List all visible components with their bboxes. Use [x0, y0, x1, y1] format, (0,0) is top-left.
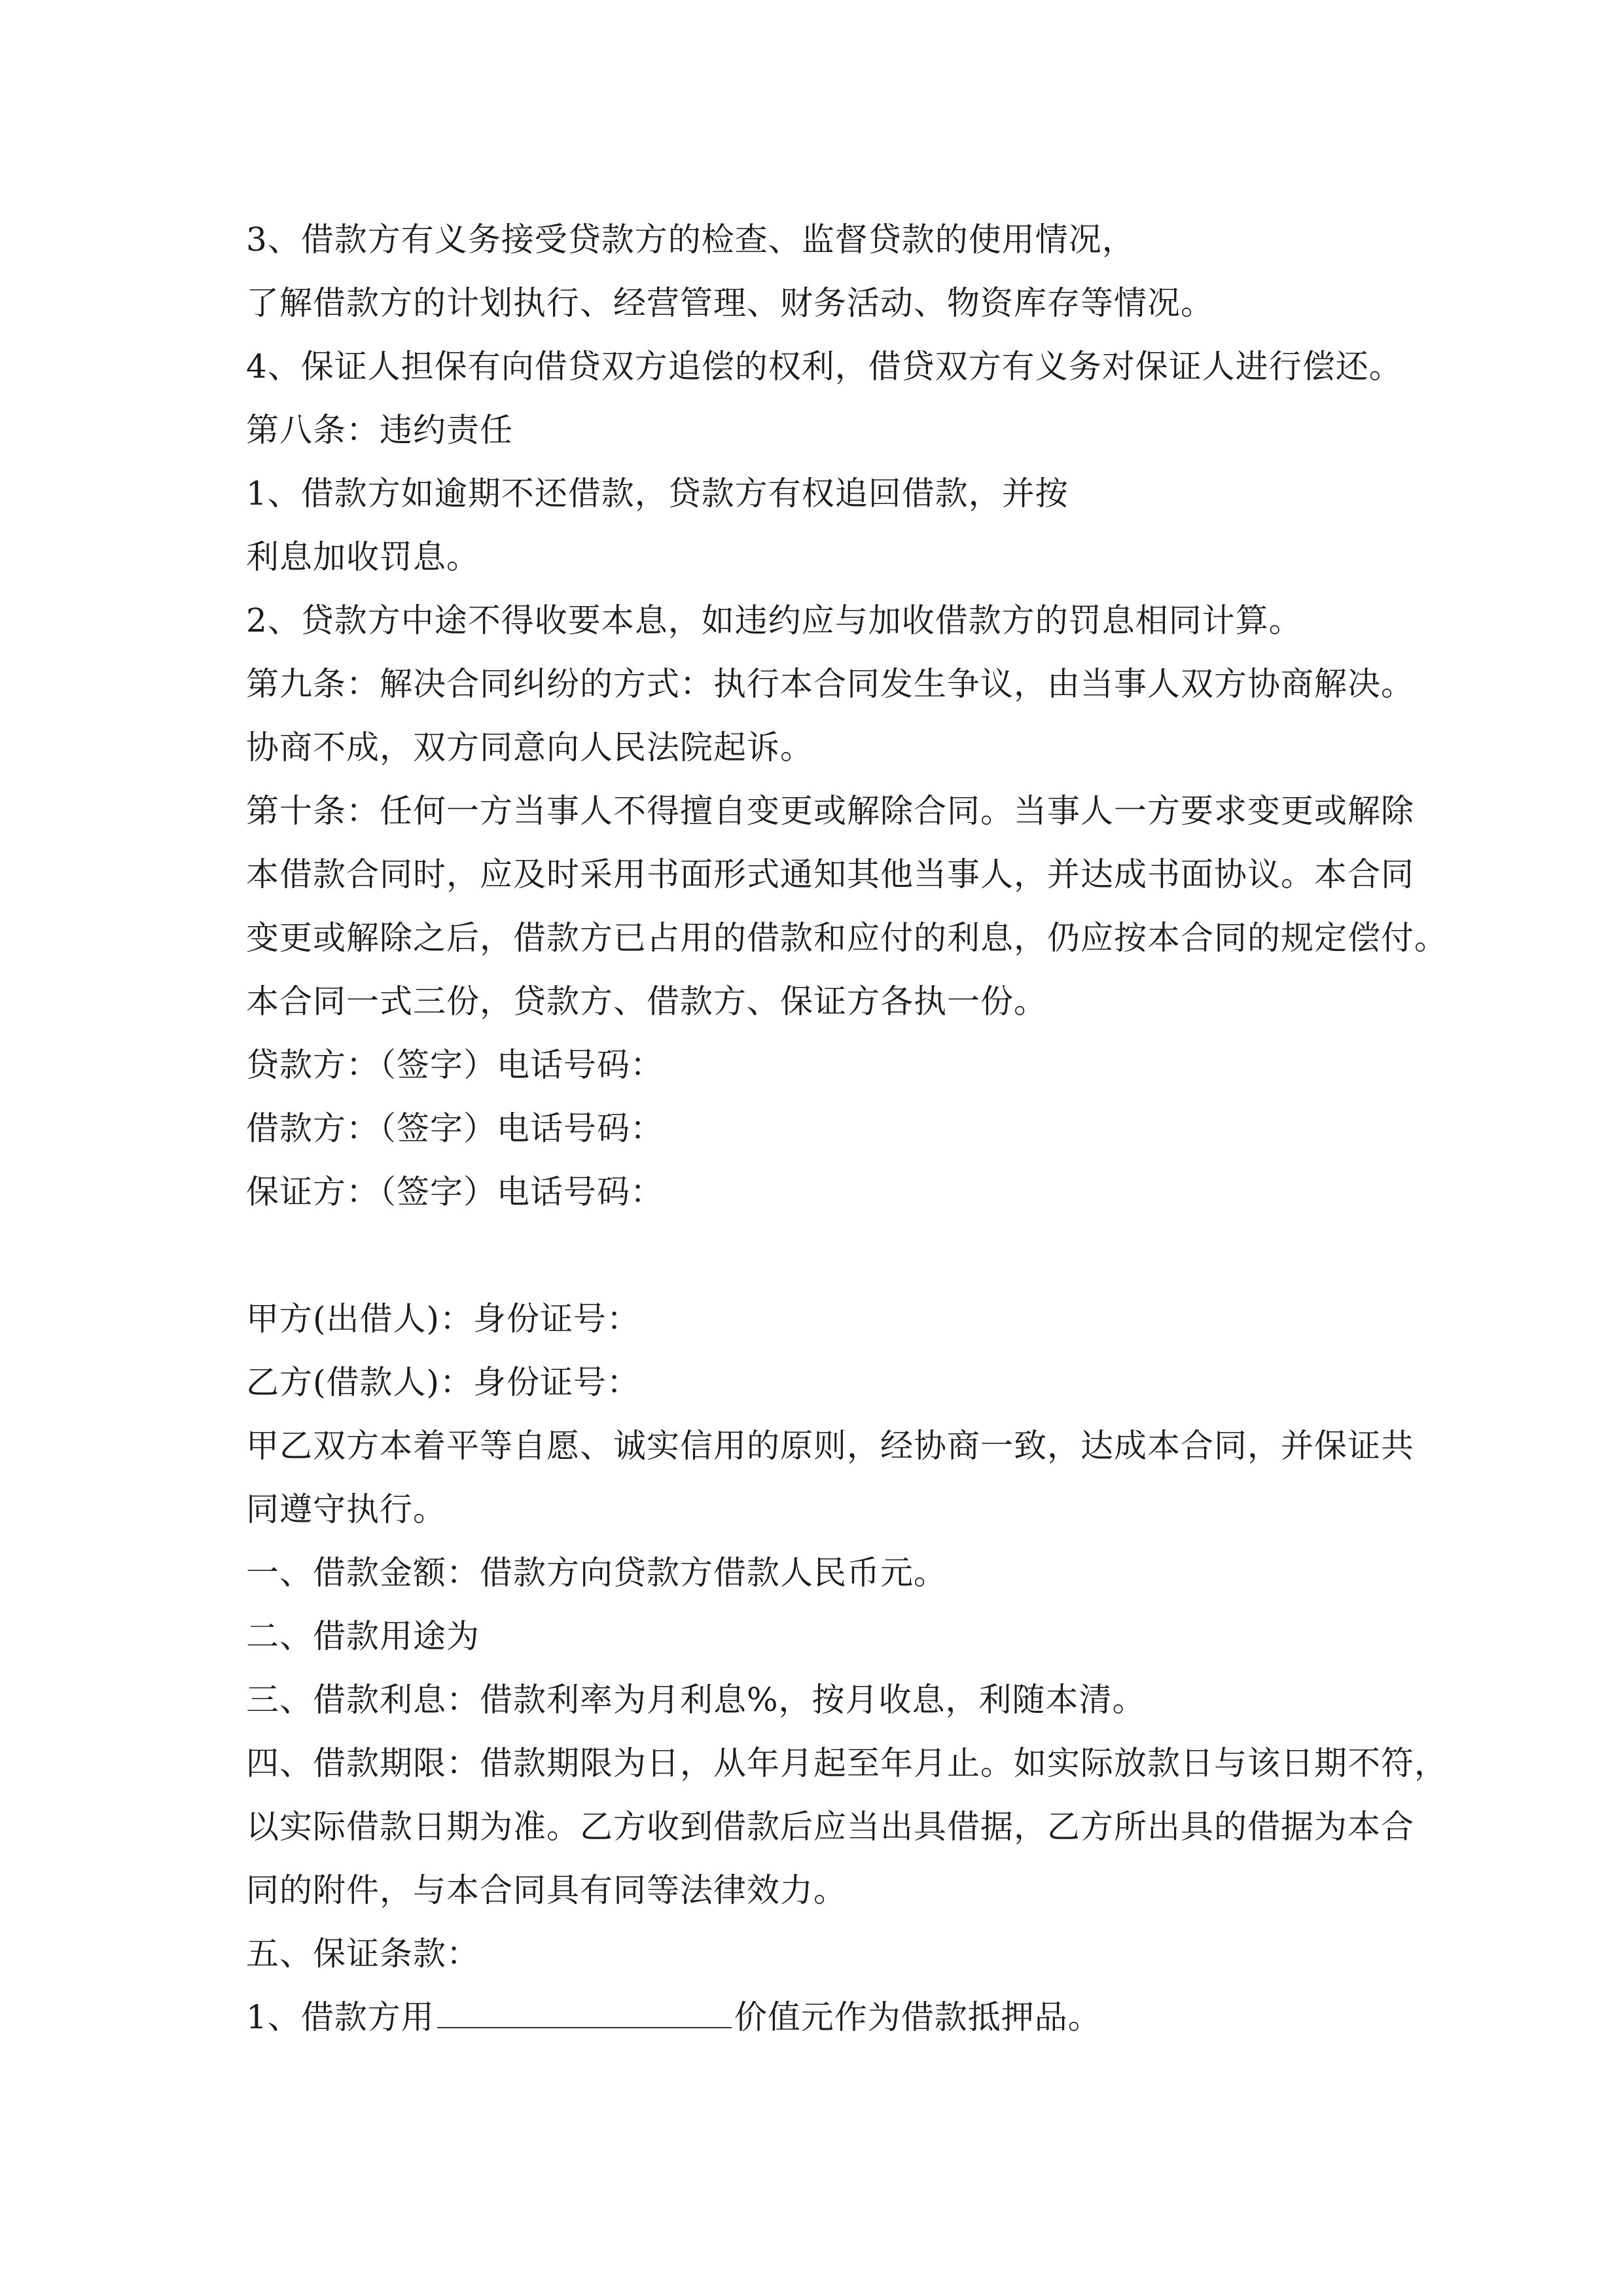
signature-line-guarantor: 保证方：（签字）电话号码：: [246, 1173, 664, 1211]
clause-guarantee-heading: 五、保证条款：: [246, 1935, 480, 1973]
collateral-prefix: 1、借款方用: [246, 1998, 435, 2036]
text-line: 变更或解除之后，借款方已占用的借款和应付的利息，仍应按本合同的规定偿付。: [246, 919, 1448, 957]
text-line: 协商不成，双方同意向人民法院起诉。: [246, 728, 813, 766]
party-a-line: 甲方(出借人)：身份证号：: [246, 1300, 641, 1338]
text-line: 利息加收罚息。: [246, 538, 480, 576]
text-line: 本合同一式三份，贷款方、借款方、保证方各执一份。: [246, 982, 1047, 1020]
article-heading: 第八条：违约责任: [246, 411, 513, 449]
collateral-line: [246, 1986, 1398, 2049]
section-gap: [246, 1224, 1398, 1287]
clause-interest: 三、借款利息：借款利率为月利息%，按月收息，利随本清。: [246, 1681, 1146, 1719]
text-line: 本借款合同时，应及时采用书面形式通知其他当事人，并达成书面协议。本合同: [246, 855, 1414, 893]
text-line: 甲乙双方本着平等自愿、诚实信用的原则，经协商一致，达成本合同，并保证共: [246, 1427, 1414, 1465]
text-line: 4、保证人担保有向借贷双方追偿的权利，借贷双方有义务对保证人进行偿还。: [246, 348, 1402, 386]
clause-term: 四、借款期限：借款期限为日，从年月起至年月止。如实际放款日与该日期不符，: [246, 1744, 1448, 1782]
text-line: 第十条：任何一方当事人不得擅自变更或解除合同。当事人一方要求变更或解除: [246, 792, 1414, 830]
party-b-line: 乙方(借款人)：身份证号：: [246, 1363, 641, 1401]
text-line: 同的附件，与本合同具有同等法律效力。: [246, 1871, 847, 1909]
clause-amount: 一、借款金额：借款方向贷款方借款人民币元。: [246, 1554, 947, 1592]
text-line: 2、贷款方中途不得收要本息，如违约应与加收借款方的罚息相同计算。: [246, 601, 1302, 639]
text-line: 1、借款方如逾期不还借款，贷款方有权追回借款，并按: [246, 475, 1069, 512]
collateral-blank-field: [437, 1994, 732, 2028]
clause-purpose: 二、借款用途为: [246, 1617, 480, 1655]
text-line: 以实际借款日期为准。乙方收到借款后应当出具借据，乙方所出具的借据为本合: [246, 1808, 1414, 1846]
text-line: 了解借款方的计划执行、经营管理、财务活动、物资库存等情况。: [246, 284, 1214, 322]
collateral-suffix: 价值元作为借款抵押品。: [734, 1998, 1101, 2036]
document-body: [246, 208, 1448, 2049]
signature-line-borrower: 借款方：（签字）电话号码：: [246, 1109, 664, 1147]
text-line: 第九条：解决合同纠纷的方式：执行本合同发生争议，由当事人双方协商解决。: [246, 665, 1414, 703]
text-line: 3、借款方有义务接受贷款方的检查、监督贷款的使用情况，: [246, 221, 1135, 259]
signature-line-lender: 贷款方：（签字）电话号码：: [246, 1046, 664, 1084]
text-line: 同遵守执行。: [246, 1490, 446, 1528]
